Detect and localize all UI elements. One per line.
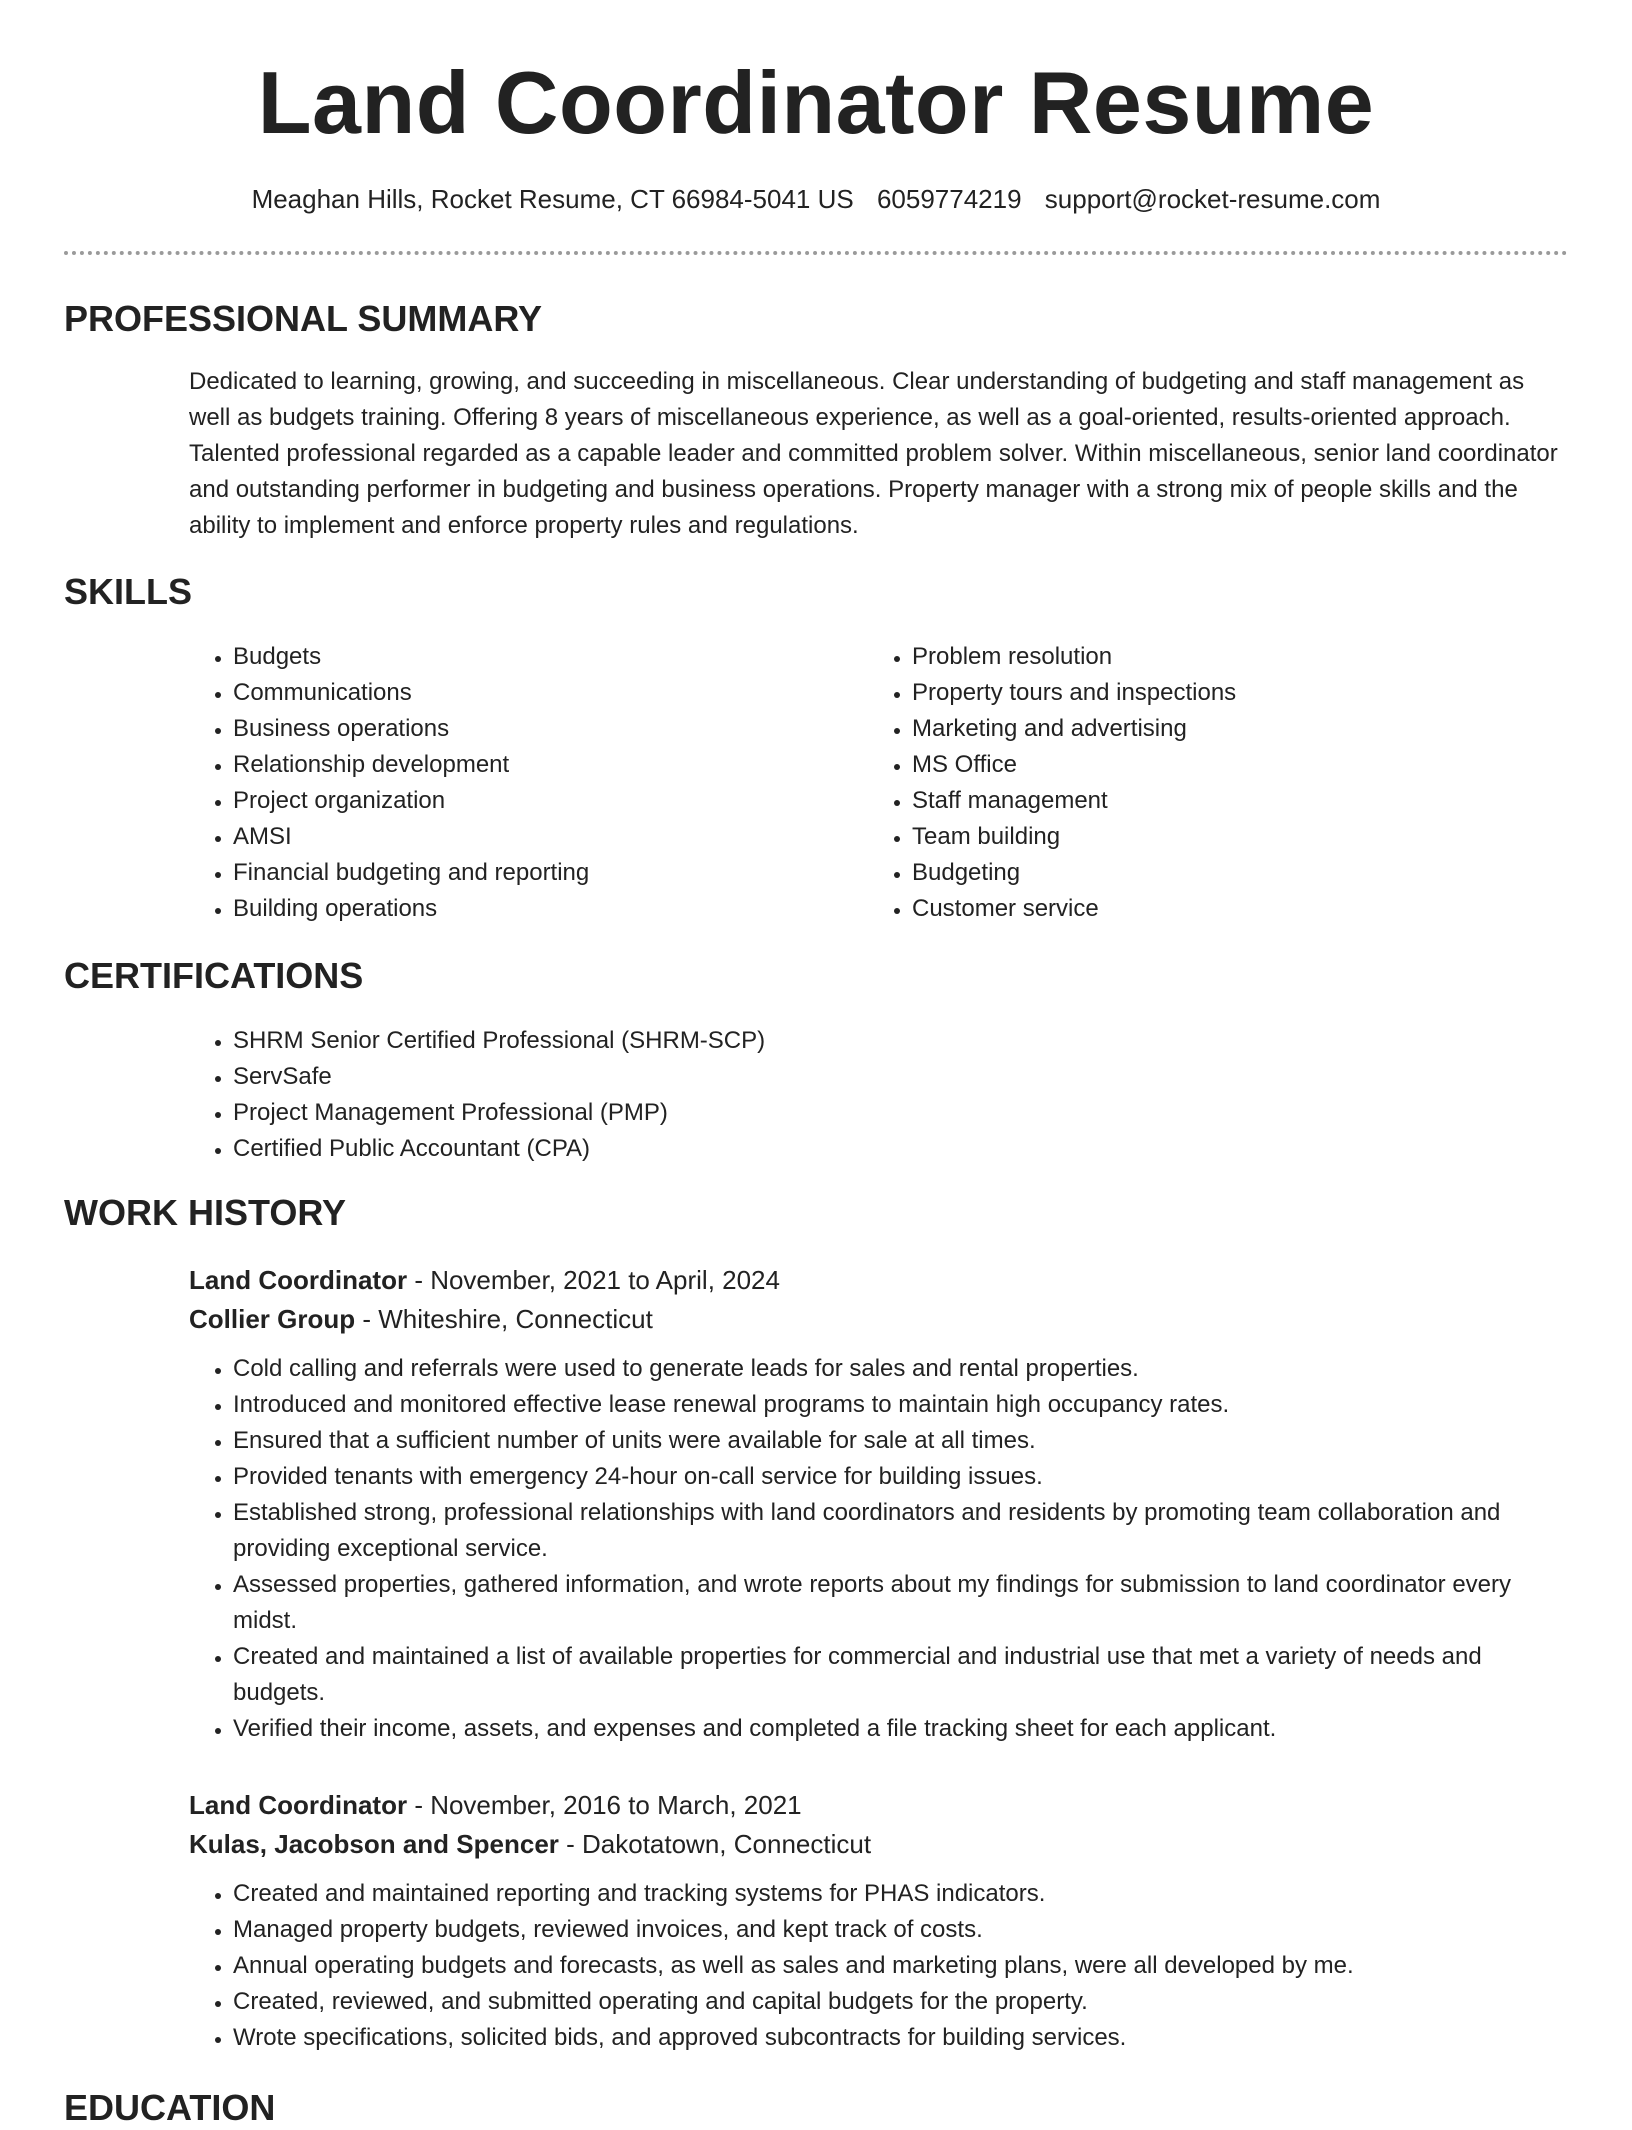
job-entry xyxy=(189,1786,1569,2056)
job-company-line xyxy=(189,1299,1569,1339)
job-dates: - November, 2021 to April, 2024 xyxy=(407,1265,780,1295)
skill-item: • Financial budgeting and reporting xyxy=(233,855,829,891)
contact-line xyxy=(0,181,1632,217)
job-bullet: • Wrote specifications, solicited bids, and approved subcontracts for building services. xyxy=(233,2020,1569,2056)
skills-heading: SKILLS xyxy=(64,571,193,612)
job-location: - Dakotatown, Connecticut xyxy=(558,1829,872,1859)
certification-item: • Project Management Professional (PMP) xyxy=(233,1095,1189,1131)
skills-left-list xyxy=(189,639,829,927)
skill-item: • Customer service xyxy=(912,891,1508,927)
job-bullet: • Managed property budgets, reviewed invoices, and kept track of costs. xyxy=(233,1912,1569,1948)
job-bullet: • Established strong, professional relationships with land coordinators and residents by promoting team collaboration and providing exceptional service. xyxy=(233,1495,1569,1567)
job-bullet: • Provided tenants with emergency 24-hour on-call service for building issues. xyxy=(233,1459,1569,1495)
certification-item: • ServSafe xyxy=(233,1059,1189,1095)
skills-right-list xyxy=(868,639,1508,927)
job-title: Land Coordinator xyxy=(189,1265,408,1295)
skill-item: • Team building xyxy=(912,819,1508,855)
certifications-list xyxy=(189,1023,1189,1167)
skill-item: • Building operations xyxy=(233,891,829,927)
skill-item: • AMSI xyxy=(233,819,829,855)
certifications-heading: CERTIFICATIONS xyxy=(64,955,364,996)
page-title: Land Coordinator Resume xyxy=(257,53,1375,152)
skill-item: • Marketing and advertising xyxy=(912,711,1508,747)
job-bullet: • Annual operating budgets and forecasts, as well as sales and marketing plans, were all developed by me. xyxy=(233,1948,1569,1984)
certification-item: • SHRM Senior Certified Professional (SHRM-SCP) xyxy=(233,1023,1189,1059)
job-bullet: • Ensured that a sufficient number of units were available for sale at all times. xyxy=(233,1423,1569,1459)
skill-item: • Budgeting xyxy=(912,855,1508,891)
certification-item: • Certified Public Accountant (CPA) xyxy=(233,1131,1189,1167)
skill-item: • Budgets xyxy=(233,639,829,675)
job-bullet: • Introduced and monitored effective lease renewal programs to maintain high occupancy rates. xyxy=(233,1387,1569,1423)
education-heading: EDUCATION xyxy=(64,2087,276,2128)
job-entry xyxy=(189,1261,1569,1747)
job-bullet: • Created and maintained reporting and tracking systems for PHAS indicators. xyxy=(233,1876,1569,1912)
job-dates: - November, 2016 to March, 2021 xyxy=(407,1790,802,1820)
skill-item: • Problem resolution xyxy=(912,639,1508,675)
certifications-column xyxy=(189,1023,1189,1167)
job-location: - Whiteshire, Connecticut xyxy=(355,1304,653,1334)
job-bullet-list xyxy=(189,1351,1569,1747)
job-bullet: • Created, reviewed, and submitted operating and capital budgets for the property. xyxy=(233,1984,1569,2020)
job-title-line xyxy=(189,1261,1569,1299)
skill-item: • Property tours and inspections xyxy=(912,675,1508,711)
job-company-line xyxy=(189,1824,1569,1864)
contact-email[interactable]: support@rocket-resume.com xyxy=(1044,184,1381,214)
summary-heading: PROFESSIONAL SUMMARY xyxy=(64,298,543,339)
skill-item: • Project organization xyxy=(233,783,829,819)
job-company: Kulas, Jacobson and Spencer xyxy=(189,1829,559,1859)
job-bullet: • Assessed properties, gathered information, and wrote reports about my findings for submission to land coordinator every midst. xyxy=(233,1567,1569,1639)
contact-phone: 6059774219 xyxy=(876,184,1022,214)
job-title-line xyxy=(189,1786,1569,1824)
skills-right-column xyxy=(868,639,1508,927)
skill-item: • Relationship development xyxy=(233,747,829,783)
skills-left-column xyxy=(189,639,829,927)
job-company: Collier Group xyxy=(189,1304,356,1334)
job-bullet: • Cold calling and referrals were used to generate leads for sales and rental properties. xyxy=(233,1351,1569,1387)
skill-item: • Staff management xyxy=(912,783,1508,819)
skill-item: • Communications xyxy=(233,675,829,711)
job-title: Land Coordinator xyxy=(189,1790,408,1820)
header-divider xyxy=(64,251,1568,255)
summary-text: Dedicated to learning, growing, and succeeding in miscellaneous. Clear understanding of budgeting and staff management as well as budgets training. Offering 8 years of miscellaneous experience, as well as a goal-oriented, results-oriented approach. Talented professional regarded as a capable leader and committed problem solver. Within miscellaneous, senior land coordinator and outstanding performer in budgeting and business operations. Property manager with a strong mix of people skills and the ability to implement and enforce property rules and regulations. xyxy=(189,368,1558,539)
job-bullet: • Verified their income, assets, and expenses and completed a file tracking sheet for each applicant. xyxy=(233,1711,1569,1747)
skill-item: • Business operations xyxy=(233,711,829,747)
job-bullet: • Created and maintained a list of available properties for commercial and industrial use that met a variety of needs and budgets. xyxy=(233,1639,1569,1711)
work-history-heading: WORK HISTORY xyxy=(64,1192,347,1233)
job-bullet-list xyxy=(189,1876,1569,2056)
contact-address: Meaghan Hills, Rocket Resume, CT 66984-5041 US xyxy=(251,184,854,214)
skill-item: • MS Office xyxy=(912,747,1508,783)
